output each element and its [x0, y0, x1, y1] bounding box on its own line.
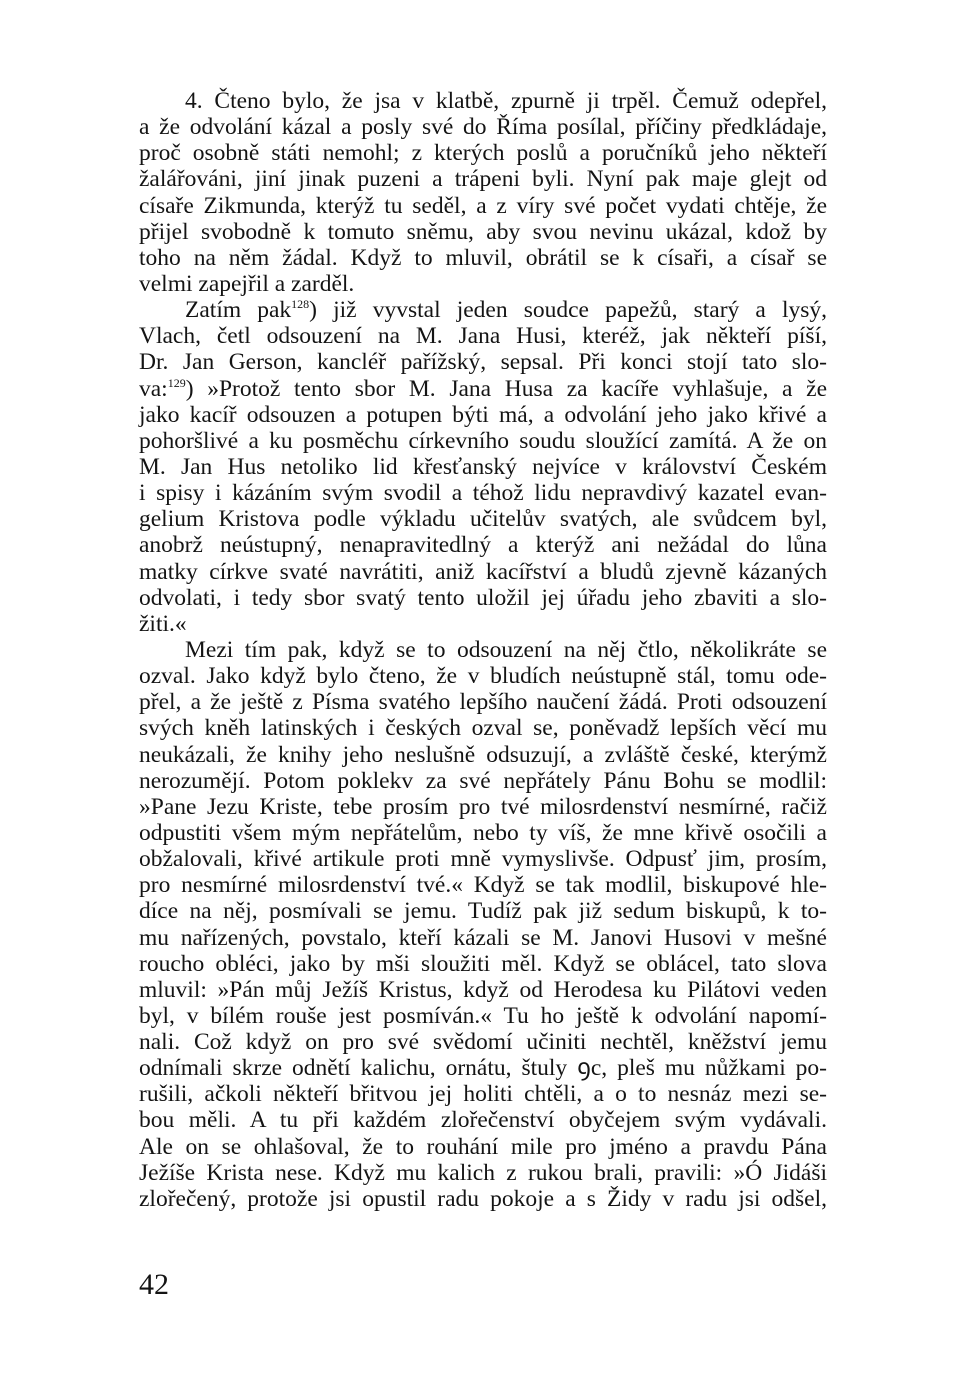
- text-line: [139, 898, 827, 924]
- text-line: [139, 1107, 827, 1133]
- line-text: císaře Zikmunda, kterýž tu seděl, a z víry své počet vydati chtěje, že: [139, 192, 827, 219]
- text-line: [139, 297, 827, 323]
- line-text: mu nařízených, povstalo, kteří kázali se M. Janovi Husovi v mešné: [139, 924, 827, 951]
- text-line: [139, 532, 827, 558]
- line-text: nali. Což když on pro své svědomí učiniti nechtěl, kněžství jemu: [139, 1029, 827, 1056]
- line-text: přijel svobodně k tomuto sněmu, aby svou nevinu ukázal, kdož by: [139, 218, 827, 245]
- text-line: [139, 768, 827, 794]
- line-text: svých kněh latinských i českých ozval se, poněvadž lepších věcí mu: [139, 715, 827, 742]
- text-line: [139, 1186, 827, 1212]
- text-line: [139, 585, 827, 611]
- line-text: odvolati, i tedy sbor svatý tento uložil jej úřadu jeho zbaviti a slo-: [139, 584, 827, 611]
- line-text: žalářováni, jiní jinak puzeni a trápeni byli. Nyní pak maje glejt od: [139, 166, 827, 193]
- text-line: [139, 428, 827, 454]
- line-text: žiti.«: [139, 610, 187, 637]
- text-line: [139, 1003, 827, 1029]
- text-line: [139, 977, 827, 1003]
- text-line: [139, 166, 827, 192]
- line-text: Dr. Jan Gerson, kancléř pařížský, sepsal. Při konci stojí tato slo-: [139, 349, 827, 376]
- text-line: [139, 872, 827, 898]
- text-line: [139, 1081, 827, 1107]
- text-line: [139, 1029, 827, 1055]
- text-line: [139, 715, 827, 741]
- line-text: roucho obléci, jako by mši sloužiti měl. Když se oblácel, tato slova: [139, 950, 827, 977]
- line-text: odpustiti všem mým nepřátelům, nebo ty víš, že mne křivě osočili a: [139, 819, 827, 846]
- text-line: [139, 193, 827, 219]
- line-text: gelium Kristova podle výkladu učitelův svatých, ale svůdcem byl,: [139, 506, 827, 533]
- body-text: [139, 88, 827, 1212]
- line-text: přel, a že ještě z Písma svatého lepšího naučení žádá. Proti odsouzení: [139, 689, 827, 716]
- line-text: byl, v bílém rouše jest posmíván.« Tu ho ještě k odvolání napomí-: [139, 1002, 827, 1029]
- line-text: M. Jan Hus netoliko lid křesťanský nejvíce v království Českém: [139, 453, 827, 480]
- line-text: rušili, ačkoli někteří břitvou jej holiti chtěli, a o to nesnáz mezi se-: [139, 1081, 827, 1108]
- line-text: Mezi tím pak, když se to odsouzení na něj čtlo, několikráte se: [185, 636, 827, 663]
- line-text: ozval. Jako když bylo čteno, že v bludích neústupně stál, tomu ode-: [139, 663, 827, 690]
- line-text: toho na něm žádal. Když to mluvil, obrátil se k císaři, a císař se: [139, 244, 827, 271]
- text-line: [139, 925, 827, 951]
- text-line: [139, 794, 827, 820]
- text-line: [139, 1134, 827, 1160]
- line-text-continued: ) již vyvstal jeden soudce papežů, starý a lysý,: [309, 297, 827, 324]
- line-text: velmi zapejřil a zarděl.: [139, 270, 355, 297]
- line-text: 4. Čteno bylo, že jsa v klatbě, zpurně ji trpěl. Čemuž odepřel,: [185, 88, 827, 114]
- text-line: [139, 480, 827, 506]
- text-line: [139, 323, 827, 349]
- line-text: Zatím pak: [185, 297, 292, 324]
- line-text: i spisy i kázáním svým svodil a téhož lidu nepravdivý kazatel evan-: [139, 480, 827, 507]
- line-text: pro nesmírné milosrdenství tvé.« Když se tak modlil, biskupové hle-: [139, 872, 827, 899]
- line-text: Ježíše Krista nese. Když mu kalich z rukou brali, pravili: »Ó Jidáši: [139, 1159, 827, 1186]
- text-line: [139, 402, 827, 428]
- line-text: díce na něj, posmívali se jemu. Tudíž pak již sedum biskupů, k to-: [139, 898, 827, 925]
- line-text: jako kacíř odsouzen a potupen býti má, a odvolání jeho jako křivé a: [139, 401, 827, 428]
- text-line: [139, 951, 827, 977]
- text-line: [139, 637, 827, 663]
- text-line: [139, 245, 827, 271]
- line-text: »Pane Jezu Kriste, tebe prosím pro tvé milosrdenství nesmírné, račiž: [139, 793, 827, 820]
- line-text: a že odvolání kázal a posly své do Říma posílal, příčiny předkládaje,: [139, 114, 827, 141]
- text-line: [139, 689, 827, 715]
- text-line: [139, 454, 827, 480]
- line-text: nerozumějí. Potom poklekv za své nepřátely Pánu Bohu se modlil:: [139, 767, 827, 794]
- text-line: [139, 742, 827, 768]
- text-line: [139, 271, 827, 297]
- line-text: obžalovali, křivé artikule proti mně vymyslivše. Odpusť jim, prosím,: [139, 846, 827, 873]
- line-text: Ale on se ohlašoval, že to rouhání mile pro jméno a pravdu Pána: [139, 1133, 827, 1160]
- text-line: [139, 559, 827, 585]
- text-line: [139, 820, 827, 846]
- line-text: pohoršlivé a ku posměchu církevního soudu sloužící zamítá. A že on: [139, 427, 827, 454]
- page-number: 42: [139, 1268, 169, 1301]
- footnote-marker: 129: [167, 375, 186, 390]
- line-text: proč osobně státi nemohl; z kterých poslů a poručníků jeho někteří: [139, 140, 827, 167]
- text-line: [139, 506, 827, 532]
- line-text: odnímali skrze odnětí kalichu, ornátu, štuly ꝯc, pleš mu nůžkami po-: [139, 1055, 827, 1082]
- line-text: neukázali, že knihy jeho neslušně odsuzují, a zvláště české, kterýmž: [139, 741, 827, 768]
- text-line: [139, 114, 827, 140]
- line-text: Vlach, četl odsouzení na M. Jana Husi, kteréž, jak někteří píší,: [139, 323, 827, 350]
- line-text: matky církve svaté navrátiti, aniž kacířství a bludů zjevně kázaných: [139, 558, 827, 585]
- line-text: bou měli. A tu při každém zlořečenství obyčejem svým vydávali.: [139, 1107, 827, 1134]
- text-line: [139, 663, 827, 689]
- text-line: [139, 88, 827, 114]
- text-line: [139, 349, 827, 375]
- line-text: anobrž neústupný, nenapravitedlný a kterýž ani nežádal do lůna: [139, 532, 827, 559]
- text-line: [139, 1055, 827, 1081]
- text-line: [139, 376, 827, 402]
- line-text: va:: [139, 375, 168, 402]
- footnote-marker: 128: [291, 297, 310, 312]
- text-line: [139, 140, 827, 166]
- text-line: [139, 219, 827, 245]
- text-line: [139, 1160, 827, 1186]
- line-text: mluvil: »Pán můj Ježíš Kristus, když od Herodesa ku Pilátovi veden: [139, 976, 827, 1003]
- text-line: [139, 611, 827, 637]
- line-text-continued: ) »Protož tento sbor M. Jana Husa za kacíře vyhlašuje, a že: [185, 375, 827, 402]
- text-line: [139, 846, 827, 872]
- line-text: zlořečený, protože jsi opustil radu pokoje a s Židy v radu jsi odšel,: [139, 1185, 827, 1212]
